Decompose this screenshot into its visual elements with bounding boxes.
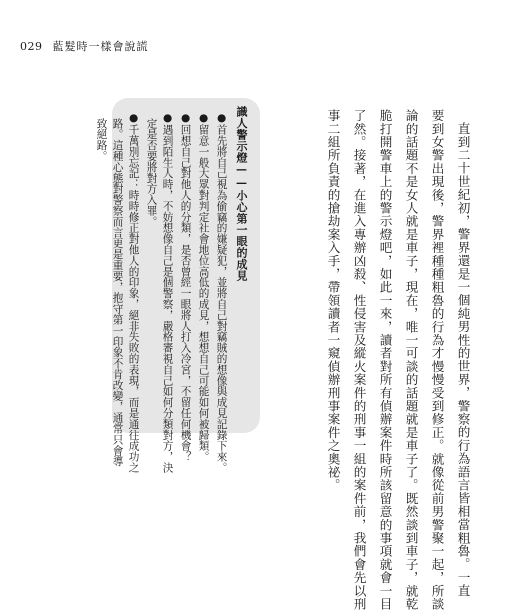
body-text-column: 了然。接著，在進入專辦凶殺、性侵害及縱火案件的刑事一組的案件前，我們會先以刑 (351, 109, 367, 611)
callout-item: ●首先將自己視為偷竊的嫌疑犯，並將自己對竊賊的想像與成見記錄下來。 (215, 112, 228, 474)
body-text-column: 直到二十世紀初，警界還是一個純男性的世界，警察的行為語言皆相當粗魯。一直 (455, 122, 471, 598)
callout-item: ●千萬別忘記：時時修正對他人的印象，絕非失敗的表現，而是通往成功之 (127, 112, 140, 474)
callout-item: 致絕路。 (95, 118, 108, 162)
body-text-column: 事二組所負責的搶劫案入手，帶領讀者一窺偵辦刑事案件之奧祕。 (325, 109, 341, 492)
callout-item: ●遇到陌生人時，不妨想像自己是個警察，嚴格審視自己如何分類對方，決 (161, 112, 174, 474)
running-title: 藍髮時一樣會說謊 (52, 40, 149, 53)
page-number: 029 (20, 39, 43, 53)
callout-item: 定是否要將對方入罪。 (145, 118, 158, 227)
callout-item: ●回想自己對他人的分類，是否曾經一眼將人打入冷宮，不留任何機會？ (179, 112, 192, 463)
page-header (20, 38, 149, 54)
callout-item: ●留意一般大眾對判定社會地位高低的成見，想想自己可能如何被歸類。 (197, 112, 210, 463)
body-text-column: 要到女警出現後，警界裡種種粗魯的行為才慢慢受到修正。就像從前男警聚一起，所談 (429, 109, 445, 611)
body-text-column: 論的話題不是女人就是車子，現在，唯一可談的話題就是車子了。既然談到車子，就乾 (403, 109, 419, 611)
body-text-column: 脆打開警車上的警示燈吧，如此一來，讀者對所有偵辦案件時所該留意的事項就會一目 (377, 109, 393, 611)
callout-title: 識人警示燈——小心第一眼的成見 (235, 106, 248, 281)
callout-item: 路。這種心態對警察而言更是重要，抱守第一印象不肯改變，通常只會導 (111, 118, 124, 467)
